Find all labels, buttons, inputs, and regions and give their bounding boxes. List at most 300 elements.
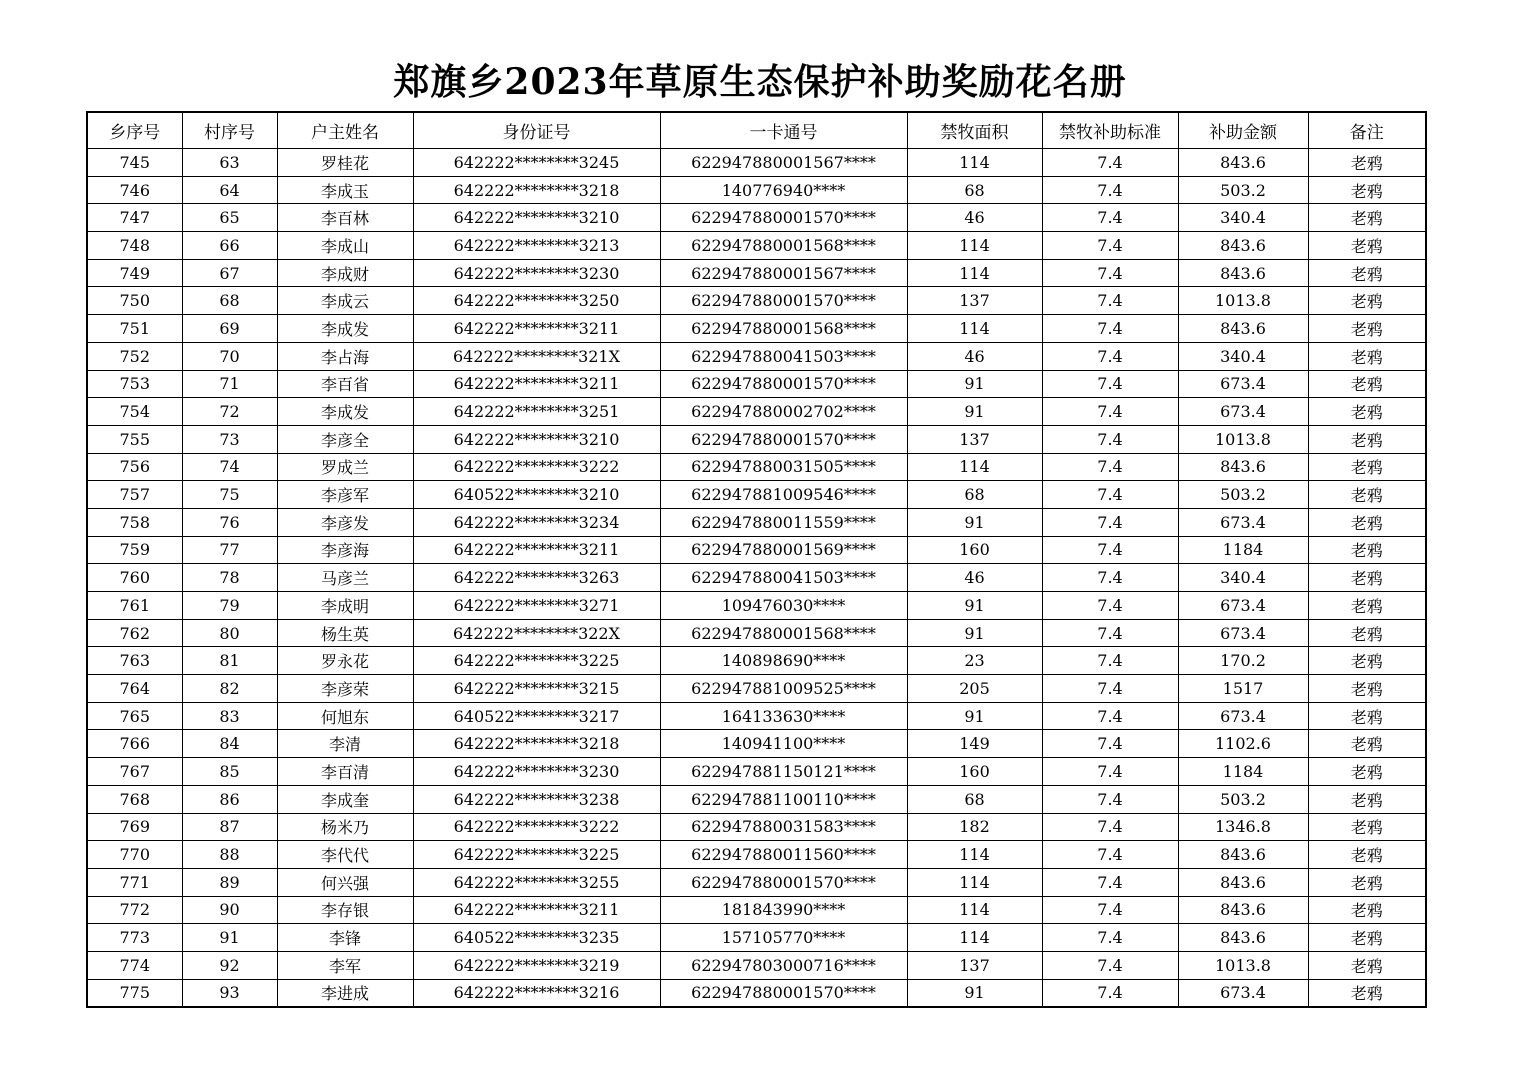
cell-village-seq: 78 [182,564,277,592]
cell-remarks: 老鸦 [1308,564,1426,592]
table-row [87,425,1426,453]
column-header-subsidy-amount: 补助金额 [1178,112,1308,149]
cell-township-seq: 773 [87,924,182,952]
cell-subsidy-standard: 7.4 [1042,342,1178,370]
cell-grazing-ban-area: 46 [907,564,1042,592]
cell-grazing-ban-area: 68 [907,176,1042,204]
cell-village-seq: 92 [182,951,277,979]
cell-subsidy-standard: 7.4 [1042,564,1178,592]
table-row [87,204,1426,232]
cell-subsidy-amount: 673.4 [1178,370,1308,398]
cell-grazing-ban-area: 91 [907,370,1042,398]
table-row [87,758,1426,786]
cell-township-seq: 761 [87,592,182,620]
cell-id-number: 642222********3210 [413,425,660,453]
cell-card-number: 622947803000716**** [660,951,907,979]
cell-subsidy-standard: 7.4 [1042,592,1178,620]
cell-grazing-ban-area: 114 [907,868,1042,896]
cell-id-number: 642222********3245 [413,149,660,177]
cell-id-number: 640522********3217 [413,702,660,730]
cell-id-number: 642222********3210 [413,204,660,232]
cell-household-head: 杨生英 [277,619,413,647]
cell-grazing-ban-area: 114 [907,924,1042,952]
cell-grazing-ban-area: 114 [907,232,1042,260]
cell-subsidy-standard: 7.4 [1042,204,1178,232]
table-row [87,813,1426,841]
cell-card-number: 622947881100110**** [660,785,907,813]
column-header-household-head: 户主姓名 [277,112,413,149]
cell-id-number: 642222********3222 [413,453,660,481]
table-row [87,287,1426,315]
cell-grazing-ban-area: 149 [907,730,1042,758]
cell-household-head: 李占海 [277,342,413,370]
header-row [87,112,1426,149]
cell-subsidy-amount: 673.4 [1178,702,1308,730]
table-row [87,536,1426,564]
cell-remarks: 老鸦 [1308,841,1426,869]
cell-township-seq: 768 [87,785,182,813]
cell-village-seq: 77 [182,536,277,564]
cell-grazing-ban-area: 91 [907,979,1042,1007]
cell-grazing-ban-area: 91 [907,619,1042,647]
cell-household-head: 李代代 [277,841,413,869]
cell-household-head: 李成发 [277,398,413,426]
cell-household-head: 李百林 [277,204,413,232]
cell-subsidy-standard: 7.4 [1042,149,1178,177]
cell-card-number: 622947880001570**** [660,979,907,1007]
cell-household-head: 李成财 [277,259,413,287]
cell-remarks: 老鸦 [1308,425,1426,453]
cell-subsidy-amount: 340.4 [1178,204,1308,232]
cell-township-seq: 755 [87,425,182,453]
cell-subsidy-amount: 1013.8 [1178,287,1308,315]
cell-id-number: 640522********3235 [413,924,660,952]
cell-household-head: 罗永花 [277,647,413,675]
cell-household-head: 李成明 [277,592,413,620]
cell-grazing-ban-area: 205 [907,675,1042,703]
cell-township-seq: 764 [87,675,182,703]
cell-grazing-ban-area: 46 [907,342,1042,370]
cell-remarks: 老鸦 [1308,896,1426,924]
cell-village-seq: 64 [182,176,277,204]
cell-subsidy-standard: 7.4 [1042,675,1178,703]
cell-village-seq: 81 [182,647,277,675]
cell-township-seq: 775 [87,979,182,1007]
cell-id-number: 642222********3222 [413,813,660,841]
cell-grazing-ban-area: 114 [907,841,1042,869]
table-row [87,592,1426,620]
cell-card-number: 622947880001568**** [660,315,907,343]
table-row [87,702,1426,730]
cell-village-seq: 87 [182,813,277,841]
cell-subsidy-standard: 7.4 [1042,453,1178,481]
cell-subsidy-standard: 7.4 [1042,536,1178,564]
cell-village-seq: 79 [182,592,277,620]
cell-subsidy-amount: 1102.6 [1178,730,1308,758]
cell-township-seq: 760 [87,564,182,592]
cell-card-number: 622947880002702**** [660,398,907,426]
table-row [87,675,1426,703]
cell-township-seq: 763 [87,647,182,675]
cell-card-number: 622947880011560**** [660,841,907,869]
cell-subsidy-amount: 673.4 [1178,979,1308,1007]
cell-subsidy-amount: 1013.8 [1178,425,1308,453]
cell-subsidy-standard: 7.4 [1042,702,1178,730]
table-row [87,453,1426,481]
cell-subsidy-standard: 7.4 [1042,841,1178,869]
cell-subsidy-standard: 7.4 [1042,924,1178,952]
cell-township-seq: 774 [87,951,182,979]
cell-household-head: 李军 [277,951,413,979]
cell-remarks: 老鸦 [1308,813,1426,841]
cell-village-seq: 71 [182,370,277,398]
cell-village-seq: 82 [182,675,277,703]
cell-remarks: 老鸦 [1308,619,1426,647]
cell-remarks: 老鸦 [1308,259,1426,287]
cell-remarks: 老鸦 [1308,675,1426,703]
cell-id-number: 642222********321X [413,342,660,370]
cell-grazing-ban-area: 91 [907,592,1042,620]
cell-household-head: 杨米乃 [277,813,413,841]
cell-card-number: 622947880001570**** [660,370,907,398]
cell-remarks: 老鸦 [1308,287,1426,315]
cell-card-number: 164133630**** [660,702,907,730]
cell-village-seq: 67 [182,259,277,287]
cell-household-head: 李成玉 [277,176,413,204]
cell-subsidy-amount: 1013.8 [1178,951,1308,979]
cell-remarks: 老鸦 [1308,342,1426,370]
cell-township-seq: 748 [87,232,182,260]
cell-remarks: 老鸦 [1308,453,1426,481]
table-row [87,730,1426,758]
cell-grazing-ban-area: 137 [907,287,1042,315]
cell-id-number: 642222********3211 [413,536,660,564]
table-row [87,508,1426,536]
cell-subsidy-standard: 7.4 [1042,481,1178,509]
cell-subsidy-standard: 7.4 [1042,398,1178,426]
cell-card-number: 622947880031505**** [660,453,907,481]
cell-subsidy-amount: 843.6 [1178,315,1308,343]
cell-subsidy-amount: 1517 [1178,675,1308,703]
cell-subsidy-amount: 843.6 [1178,149,1308,177]
cell-grazing-ban-area: 23 [907,647,1042,675]
cell-card-number: 622947880031583**** [660,813,907,841]
cell-remarks: 老鸦 [1308,647,1426,675]
cell-id-number: 642222********3234 [413,508,660,536]
cell-remarks: 老鸦 [1308,315,1426,343]
cell-township-seq: 745 [87,149,182,177]
cell-subsidy-amount: 673.4 [1178,508,1308,536]
cell-household-head: 李彦海 [277,536,413,564]
cell-remarks: 老鸦 [1308,508,1426,536]
cell-remarks: 老鸦 [1308,758,1426,786]
cell-village-seq: 83 [182,702,277,730]
cell-subsidy-standard: 7.4 [1042,370,1178,398]
cell-township-seq: 754 [87,398,182,426]
column-header-id-number: 身份证号 [413,112,660,149]
cell-grazing-ban-area: 182 [907,813,1042,841]
cell-id-number: 642222********3225 [413,647,660,675]
cell-subsidy-standard: 7.4 [1042,979,1178,1007]
cell-id-number: 642222********3271 [413,592,660,620]
cell-remarks: 老鸦 [1308,204,1426,232]
table-row [87,481,1426,509]
cell-grazing-ban-area: 160 [907,758,1042,786]
column-header-village-seq: 村序号 [182,112,277,149]
cell-card-number: 622947881150121**** [660,758,907,786]
cell-card-number: 157105770**** [660,924,907,952]
table-row [87,342,1426,370]
cell-card-number: 622947880001570**** [660,868,907,896]
cell-subsidy-amount: 503.2 [1178,481,1308,509]
cell-subsidy-standard: 7.4 [1042,176,1178,204]
cell-township-seq: 751 [87,315,182,343]
cell-card-number: 622947881009546**** [660,481,907,509]
cell-id-number: 642222********3219 [413,951,660,979]
cell-village-seq: 89 [182,868,277,896]
cell-card-number: 622947880001567**** [660,259,907,287]
cell-subsidy-amount: 843.6 [1178,841,1308,869]
column-header-subsidy-standard: 禁牧补助标准 [1042,112,1178,149]
cell-household-head: 李成云 [277,287,413,315]
cell-household-head: 何兴强 [277,868,413,896]
table-row [87,315,1426,343]
cell-grazing-ban-area: 68 [907,785,1042,813]
cell-id-number: 642222********3230 [413,758,660,786]
cell-household-head: 李成山 [277,232,413,260]
column-header-remarks: 备注 [1308,112,1426,149]
cell-household-head: 罗桂花 [277,149,413,177]
cell-grazing-ban-area: 114 [907,896,1042,924]
table-row [87,979,1426,1007]
cell-subsidy-standard: 7.4 [1042,785,1178,813]
cell-card-number: 140776940**** [660,176,907,204]
cell-subsidy-standard: 7.4 [1042,287,1178,315]
cell-grazing-ban-area: 114 [907,149,1042,177]
cell-card-number: 622947880041503**** [660,564,907,592]
table-row [87,841,1426,869]
cell-grazing-ban-area: 137 [907,951,1042,979]
cell-subsidy-standard: 7.4 [1042,315,1178,343]
cell-township-seq: 767 [87,758,182,786]
table-row [87,896,1426,924]
cell-township-seq: 770 [87,841,182,869]
cell-village-seq: 76 [182,508,277,536]
cell-subsidy-amount: 843.6 [1178,259,1308,287]
cell-grazing-ban-area: 91 [907,398,1042,426]
cell-township-seq: 749 [87,259,182,287]
page-title: 郑旗乡2023年草原生态保护补助奖励花名册 [393,61,1127,103]
table-row [87,149,1426,177]
cell-subsidy-amount: 843.6 [1178,453,1308,481]
cell-subsidy-standard: 7.4 [1042,813,1178,841]
cell-township-seq: 772 [87,896,182,924]
cell-household-head: 李彦全 [277,425,413,453]
cell-id-number: 642222********3230 [413,259,660,287]
column-header-township-seq: 乡序号 [87,112,182,149]
cell-township-seq: 758 [87,508,182,536]
roster-table [86,111,1427,1008]
cell-card-number: 181843990**** [660,896,907,924]
cell-township-seq: 757 [87,481,182,509]
cell-grazing-ban-area: 160 [907,536,1042,564]
cell-subsidy-amount: 673.4 [1178,592,1308,620]
cell-remarks: 老鸦 [1308,785,1426,813]
cell-household-head: 李彦荣 [277,675,413,703]
cell-subsidy-standard: 7.4 [1042,868,1178,896]
cell-grazing-ban-area: 68 [907,481,1042,509]
cell-village-seq: 68 [182,287,277,315]
cell-remarks: 老鸦 [1308,398,1426,426]
cell-village-seq: 85 [182,758,277,786]
cell-card-number: 622947880011559**** [660,508,907,536]
cell-card-number: 622947880001570**** [660,425,907,453]
cell-township-seq: 759 [87,536,182,564]
cell-remarks: 老鸦 [1308,149,1426,177]
table-row [87,647,1426,675]
cell-village-seq: 86 [182,785,277,813]
cell-remarks: 老鸦 [1308,232,1426,260]
cell-grazing-ban-area: 46 [907,204,1042,232]
table-row [87,176,1426,204]
table-body [87,149,1426,1008]
cell-remarks: 老鸦 [1308,702,1426,730]
table-row [87,232,1426,260]
cell-village-seq: 91 [182,924,277,952]
cell-id-number: 642222********3216 [413,979,660,1007]
table-row [87,619,1426,647]
cell-household-head: 李存银 [277,896,413,924]
cell-village-seq: 66 [182,232,277,260]
cell-remarks: 老鸦 [1308,370,1426,398]
cell-township-seq: 769 [87,813,182,841]
cell-card-number: 140941100**** [660,730,907,758]
cell-id-number: 642222********3211 [413,370,660,398]
table-row [87,259,1426,287]
cell-village-seq: 93 [182,979,277,1007]
cell-id-number: 642222********3225 [413,841,660,869]
cell-id-number: 642222********3250 [413,287,660,315]
cell-subsidy-standard: 7.4 [1042,896,1178,924]
cell-id-number: 642222********3215 [413,675,660,703]
cell-card-number: 622947880001569**** [660,536,907,564]
cell-remarks: 老鸦 [1308,951,1426,979]
cell-subsidy-amount: 1346.8 [1178,813,1308,841]
cell-subsidy-amount: 503.2 [1178,176,1308,204]
table-row [87,564,1426,592]
cell-id-number: 642222********3255 [413,868,660,896]
cell-remarks: 老鸦 [1308,176,1426,204]
cell-id-number: 640522********3210 [413,481,660,509]
cell-township-seq: 766 [87,730,182,758]
cell-subsidy-amount: 843.6 [1178,232,1308,260]
cell-household-head: 何旭东 [277,702,413,730]
cell-grazing-ban-area: 114 [907,259,1042,287]
cell-township-seq: 750 [87,287,182,315]
cell-village-seq: 75 [182,481,277,509]
cell-id-number: 642222********3238 [413,785,660,813]
column-header-grazing-ban-area: 禁牧面积 [907,112,1042,149]
cell-remarks: 老鸦 [1308,730,1426,758]
cell-village-seq: 88 [182,841,277,869]
cell-township-seq: 752 [87,342,182,370]
table-row [87,924,1426,952]
cell-grazing-ban-area: 114 [907,453,1042,481]
cell-village-seq: 80 [182,619,277,647]
cell-id-number: 642222********3218 [413,730,660,758]
cell-remarks: 老鸦 [1308,924,1426,952]
cell-grazing-ban-area: 137 [907,425,1042,453]
table-row [87,868,1426,896]
cell-subsidy-amount: 340.4 [1178,564,1308,592]
cell-village-seq: 84 [182,730,277,758]
cell-remarks: 老鸦 [1308,481,1426,509]
cell-household-head: 李进成 [277,979,413,1007]
cell-subsidy-standard: 7.4 [1042,619,1178,647]
cell-household-head: 李清 [277,730,413,758]
cell-township-seq: 771 [87,868,182,896]
cell-subsidy-standard: 7.4 [1042,647,1178,675]
cell-township-seq: 747 [87,204,182,232]
cell-village-seq: 72 [182,398,277,426]
cell-remarks: 老鸦 [1308,592,1426,620]
cell-village-seq: 70 [182,342,277,370]
cell-subsidy-standard: 7.4 [1042,951,1178,979]
cell-subsidy-amount: 340.4 [1178,342,1308,370]
cell-card-number: 109476030**** [660,592,907,620]
cell-subsidy-amount: 843.6 [1178,924,1308,952]
cell-village-seq: 69 [182,315,277,343]
cell-id-number: 642222********3263 [413,564,660,592]
cell-id-number: 642222********3211 [413,896,660,924]
cell-subsidy-amount: 843.6 [1178,868,1308,896]
column-header-card-number: 一卡通号 [660,112,907,149]
cell-household-head: 李成奎 [277,785,413,813]
cell-township-seq: 746 [87,176,182,204]
cell-subsidy-amount: 843.6 [1178,896,1308,924]
cell-subsidy-standard: 7.4 [1042,425,1178,453]
cell-household-head: 李百清 [277,758,413,786]
cell-village-seq: 74 [182,453,277,481]
cell-subsidy-amount: 170.2 [1178,647,1308,675]
cell-village-seq: 73 [182,425,277,453]
cell-card-number: 622947880001570**** [660,287,907,315]
table-row [87,370,1426,398]
cell-id-number: 642222********322X [413,619,660,647]
cell-township-seq: 765 [87,702,182,730]
cell-remarks: 老鸦 [1308,868,1426,896]
cell-township-seq: 762 [87,619,182,647]
cell-card-number: 622947880001567**** [660,149,907,177]
cell-card-number: 622947880041503**** [660,342,907,370]
cell-id-number: 642222********3213 [413,232,660,260]
cell-household-head: 李成发 [277,315,413,343]
cell-remarks: 老鸦 [1308,979,1426,1007]
cell-grazing-ban-area: 91 [907,702,1042,730]
cell-subsidy-amount: 673.4 [1178,619,1308,647]
cell-card-number: 622947880001568**** [660,232,907,260]
cell-subsidy-amount: 1184 [1178,536,1308,564]
cell-township-seq: 753 [87,370,182,398]
cell-village-seq: 65 [182,204,277,232]
cell-household-head: 李彦军 [277,481,413,509]
cell-household-head: 罗成兰 [277,453,413,481]
cell-id-number: 642222********3251 [413,398,660,426]
cell-subsidy-amount: 503.2 [1178,785,1308,813]
cell-subsidy-standard: 7.4 [1042,232,1178,260]
cell-card-number: 140898690**** [660,647,907,675]
cell-grazing-ban-area: 91 [907,508,1042,536]
